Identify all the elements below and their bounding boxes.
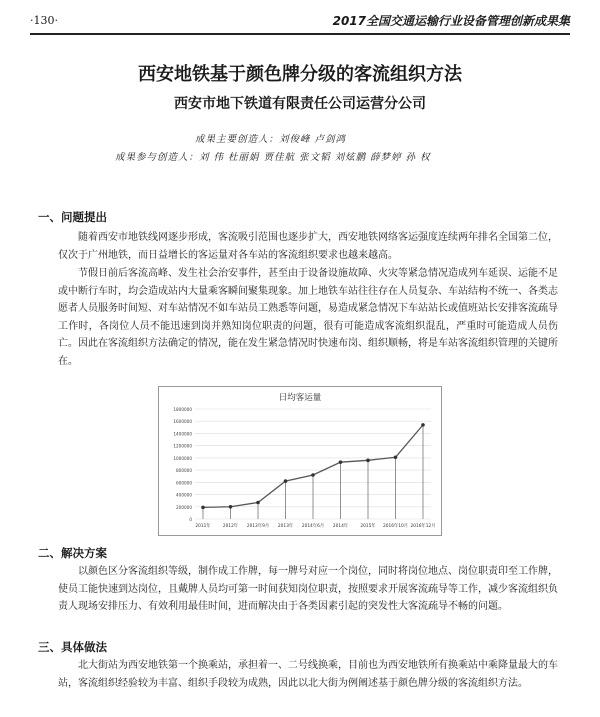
section-heading-1: 一、问题提出 xyxy=(38,210,107,224)
running-title: 2017全国交通运输行业设备管理创新成果集 xyxy=(332,14,570,28)
data-point xyxy=(284,479,288,483)
y-tick-label: 600000 xyxy=(176,480,192,486)
data-point xyxy=(339,460,343,464)
y-tick-label: 1200000 xyxy=(173,443,192,449)
page-header xyxy=(30,10,570,30)
data-point xyxy=(229,505,233,509)
x-tick-label: 2014年6月 xyxy=(301,524,325,529)
x-tick-label: 2016年12月 xyxy=(410,524,436,529)
main-creators-names: 刘俊峰 卢剑鸿 xyxy=(279,134,347,145)
data-point xyxy=(421,423,425,427)
section-2-paragraph-1: 以颜色区分客流组织等级，制作成工作牌，每一牌号对应一个岗位，同时将岗位地点、岗位职责印至工作牌，使员工能快速到达岗位，且戴牌人员均可第一时间获知岗位职责，按照要求开展客流疏导等工作，减少客流组织负责人现场安排压力、有效利用最佳时间，进而解决由于各类因素引起的突发性大客流疏导不畅的问题。 xyxy=(58,566,558,612)
data-point xyxy=(394,455,398,459)
x-tick-label: 2013年 xyxy=(277,524,294,529)
main-creators xyxy=(195,131,346,145)
data-point xyxy=(201,506,205,510)
daily-ridership-chart xyxy=(158,386,442,536)
data-point xyxy=(366,459,370,463)
paper-title: 西安地铁基于颜色牌分级的客流组织方法 xyxy=(138,64,462,85)
section-1-paragraph-2: 节假日前后客流高峰、发生社会治安事件，甚至由于设备设施故障、火灾等紧急情况造成列车延误、运能不足或中断行车时，均会造成站内大量乘客瞬间聚集现象。加上地铁车站往往存在人员复杂、车站结构不统一、各类志愿者人员服务时间短、对车站情况不如车站员工熟悉等问题，易造成紧急情况下车站站长或值班站长安排客流疏导工作时，各岗位人员不能迅速到岗并熟知岗位职责的问题，很有可能造成客流组织混乱，严重时可能造成人员伤亡。因此在客流组织方法确定的情况，能在发生紧急情况时快速布岗、组织顺畅，将是车站客流组织管理的关键所在。 xyxy=(58,268,558,367)
y-tick-label: 200000 xyxy=(176,504,192,510)
section-heading-3: 三、具体做法 xyxy=(38,640,107,654)
x-tick-label: 2015年 xyxy=(360,524,376,529)
page-number: ·130· xyxy=(30,14,58,27)
x-tick-label: 2014年 xyxy=(332,524,349,529)
main-creators-label: 成果主要创造人： xyxy=(195,134,280,145)
chart-title: 日均客运量 xyxy=(278,393,322,403)
data-point xyxy=(256,501,260,505)
x-tick-label: 2011年 xyxy=(195,524,211,529)
participant-creators xyxy=(115,149,431,163)
section-3-paragraph-1: 北大街站为西安地铁第一个换乘站，承担着一、二号线换乘，目前也为西安地铁所有换乘站中乘降量最大的车站，客流组织经验较为丰富、组织手段较为成熟，因此以北大街为例阐述基于颜色牌分级的客流组织方法。 xyxy=(58,660,558,689)
participants-names: 刘 伟 杜丽娟 贾佳航 张文韬 刘炫鹏 薛梦婷 孙 权 xyxy=(199,152,431,163)
x-tick-label: 2016年10月 xyxy=(383,524,408,529)
y-tick-label: 400000 xyxy=(176,492,192,498)
section-heading-2: 二、解决方案 xyxy=(38,546,107,560)
y-tick-label: 800000 xyxy=(176,468,192,474)
organization-name: 西安市地下铁道有限责任公司运营分公司 xyxy=(174,96,426,112)
header-rule xyxy=(30,33,570,35)
data-point xyxy=(311,473,315,477)
x-tick-label: 2013年9月 xyxy=(246,524,270,529)
y-tick-label: 1600000 xyxy=(173,419,192,425)
y-tick-label: 0 xyxy=(189,517,192,522)
x-tick-label: 2012年 xyxy=(222,524,239,529)
y-tick-label: 1400000 xyxy=(173,431,192,437)
y-tick-label: 1000000 xyxy=(173,455,192,461)
participants-label: 成果参与创造人： xyxy=(115,152,200,163)
section-1-paragraph-1: 随着西安市地铁线网逐步形成，客流吸引范围也逐步扩大，西安地铁网络客运强度连续两年排名全国第二位，仅次于广州地铁，而日益增长的客运量对各车站的客流组织要求也越来越高。 xyxy=(58,232,558,261)
line-chart-svg xyxy=(159,387,441,535)
y-tick-label: 1800000 xyxy=(173,407,192,412)
